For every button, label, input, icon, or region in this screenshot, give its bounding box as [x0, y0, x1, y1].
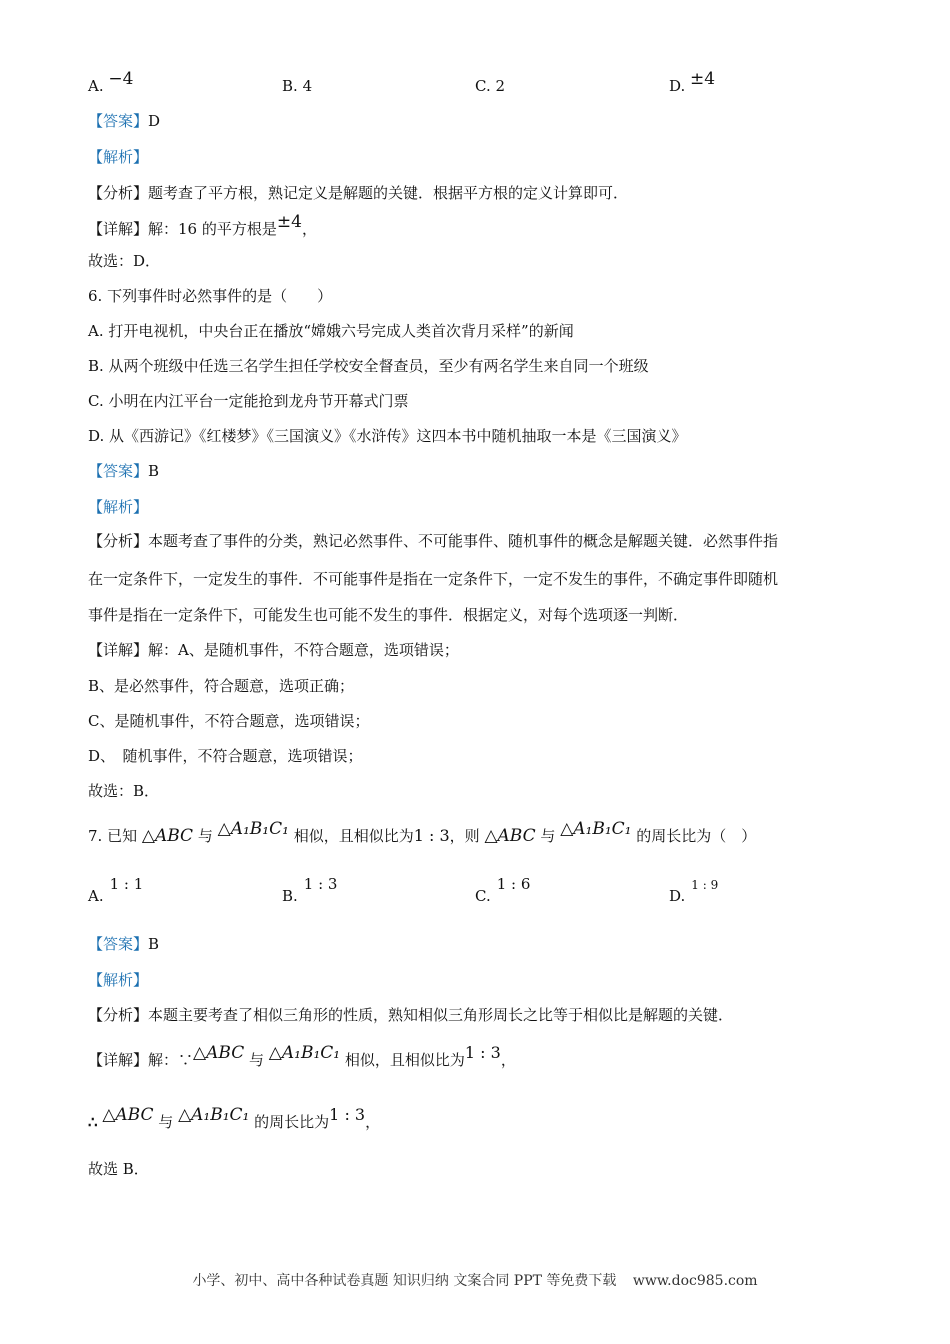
q6-detail-line-4: D、 随机事件，不符合题意，选项错误；	[88, 747, 363, 765]
q5-detail: 【详解】解：16 的平方根是±4，	[88, 212, 317, 238]
q7-option-c: C.1 : 6	[475, 875, 531, 905]
q6-detail-line-2: B、是必然事件，符合题意，选项正确；	[88, 677, 355, 695]
q7-fenxi: 【分析】本题主要考查了相似三角形的性质，熟知相似三角形周长之比等于相似比是解题的关键．	[88, 1006, 734, 1024]
triangle-abc: △ABC	[141, 826, 194, 846]
footer-text: 小学、初中、高中各种试卷真题 知识归纳 文案合同 PPT 等免费下载	[192, 1273, 617, 1289]
q7-option-a: A.1 : 1	[88, 875, 144, 905]
footer-url[interactable]: www.doc985.com	[632, 1273, 758, 1289]
q6-fenxi-line-2: 在一定条件下，一定发生的事件．不可能事件是指在一定条件下，一定不发生的事件，不确定事件即随机	[88, 570, 779, 588]
q7-conclusion: 故选 B．	[88, 1160, 149, 1178]
q6-conclusion: 故选：B．	[88, 782, 160, 800]
q5-answer: 【答案】D	[88, 112, 161, 130]
q5-option-a: A. −4	[88, 69, 134, 95]
q7-therefore: ∴ △ABC 与 △A₁B₁C₁ 的周长比为1 : 3，	[88, 1105, 381, 1131]
q7-stem: 7. 已知 △ABC 与 △A₁B₁C₁ 相似，且相似比为1 : 3，则 △ABC 与 △A₁B₁C₁ 的周长比为（ ）	[88, 819, 757, 846]
q5-fenxi: 【分析】题考查了平方根，熟记定义是解题的关键．根据平方根的定义计算即可．	[88, 184, 629, 202]
q5-conclusion: 故选：D．	[88, 252, 161, 270]
q6-analysis-heading: 【解析】	[88, 498, 149, 516]
q7-option-b: B.1 : 3	[282, 875, 338, 905]
q7-option-d: D.$^{1 : 9}$	[669, 878, 719, 905]
q6-fenxi-line-1: 【分析】本题考查了事件的分类，熟记必然事件、不可能事件、随机事件的概念是解题关键．必然事件指	[88, 532, 779, 550]
page-footer	[0, 1270, 950, 1290]
q7-analysis-heading: 【解析】	[88, 971, 149, 989]
q6-answer: 【答案】B	[88, 462, 160, 480]
q5-analysis-heading: 【解析】	[88, 148, 149, 166]
triangle-a1b1c1: △A₁B₁C₁	[217, 819, 289, 839]
q6-option-c: C. 小明在内江平台一定能抢到龙舟节开幕式门票	[88, 392, 409, 410]
q6-detail-line-3: C、是随机事件，不符合题意，选项错误；	[88, 712, 370, 730]
q6-option-d: D. 从《西游记》《红楼梦》《三国演义》《水浒传》这四本书中随机抽取一本是《三国演义》	[88, 427, 687, 445]
q6-fenxi-line-3: 事件是指在一定条件下，可能发生也可能不发生的事件．根据定义，对每个选项逐一判断．	[88, 606, 689, 624]
therefore-symbol: ∴	[88, 1113, 98, 1131]
q5-option-c: C. 2	[475, 77, 506, 95]
because-symbol: ∵	[178, 1051, 194, 1069]
q7-answer: 【答案】B	[88, 935, 160, 953]
q5-option-b: B. 4	[282, 77, 313, 95]
q5-option-d: D. ±4	[669, 69, 716, 95]
q7-detail: 【详解】解：∵△ABC 与 △A₁B₁C₁ 相似，且相似比为1 : 3，	[88, 1043, 516, 1069]
q6-stem: 6. 下列事件时必然事件的是（ ）	[88, 287, 333, 305]
q6-detail-line-1: 【详解】解：A、是随机事件，不符合题意，选项错误；	[88, 641, 459, 659]
q6-option-a: A. 打开电视机，中央台正在播放“嫦娥六号完成人类首次背月采样”的新闻	[88, 322, 574, 340]
q6-option-b: B. 从两个班级中任选三名学生担任学校安全督查员，至少有两名学生来自同一个班级	[88, 357, 649, 375]
